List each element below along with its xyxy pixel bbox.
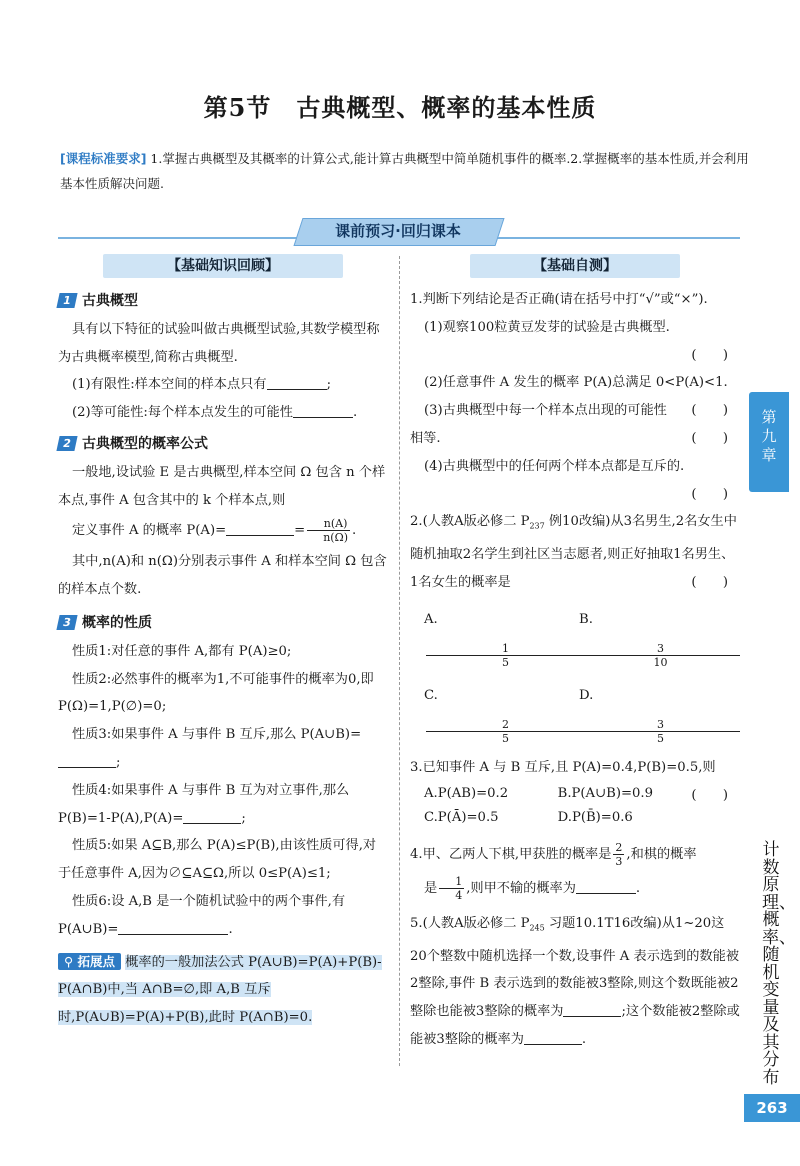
q1-stem: 1.判断下列结论是否正确(请在括号中打“√”或“×”). bbox=[410, 292, 708, 307]
section-3-label: 概率的性质 bbox=[82, 614, 152, 631]
probability-fraction: $\frac{n(A)}{n(\Omega)}$ bbox=[307, 517, 350, 544]
q2-options-row1 bbox=[424, 602, 740, 674]
q2-options-row2 bbox=[424, 678, 740, 750]
q4-line2: 是 $\frac{1}{4}$ ,则甲不输的概率为 . bbox=[424, 875, 641, 903]
answer-paren: ( ) bbox=[691, 403, 728, 419]
q1-d: (4)古典概型中的任何两个样本点都是互斥的. bbox=[424, 458, 685, 474]
answer-paren: ( ) bbox=[691, 574, 728, 590]
chapter-tab[interactable] bbox=[749, 392, 789, 492]
q5-stem: 5.(人教A版必修二 $P_{245}$ 习题10.1T16改编)从1~20这20个整数中随机选择一个数,设事件 A 表示选到的数能被2整除,事件 B 表示选到的数能被3整除,则这个数既能被2整除也能被3整除的概率为 ;这个数能被2整除或能被3整除的概率为 . bbox=[410, 916, 740, 1048]
q2-option-d: D. $\frac{3}{5}$ bbox=[579, 678, 734, 750]
section-1-title bbox=[58, 288, 388, 316]
q3-option-d: D.P(B̄)=0.6 bbox=[557, 810, 633, 826]
extension-text: P(A)+P(B)-P(A∩B)中,当 A∩B=∅,即 A,B 互斥时,P(A∪B)=P(A)+P(B),此时 P(A∩B)=0. bbox=[58, 954, 382, 1026]
q3-option-c: C.P(Ā)=0.5 bbox=[424, 810, 499, 826]
q2-option-b: B. $\frac{3}{10}$ bbox=[579, 602, 734, 674]
answer-paren: ( ) bbox=[691, 486, 728, 502]
section-3-title bbox=[58, 610, 388, 638]
extension-highlight: 概率的一般加法公式 P(A∪B)= bbox=[125, 954, 309, 970]
section-1-number: 1 bbox=[56, 293, 77, 308]
q2-option-c: C. $\frac{2}{5}$ bbox=[424, 678, 579, 750]
q1-b: (2)任意事件 A 发生的概率 P(A)总满足 0<P(A)<1. ( ) bbox=[410, 369, 740, 397]
property-2: 性质2:必然事件的概率为1,不可能事件的概率为0,即 P(Ω)=1,P(∅)=0; bbox=[58, 671, 374, 715]
chapter-title-vertical: 计数原理、概率、随机变量及其分布 bbox=[762, 840, 796, 1088]
page-number: 263 bbox=[744, 1094, 800, 1122]
requirement-text: 1.掌握古典概型及其概率的计算公式,能计算古典概型中简单随机事件的概率.2.掌握概率的基本性质,并会利用基本性质解决问题. bbox=[60, 151, 749, 191]
q3-stem: 3.已知事件 A 与 B 互斥,且 P(A)=0.4,P(B)=0.5,则 ( ) bbox=[410, 754, 740, 782]
answer-paren: ( ) bbox=[691, 347, 728, 363]
chapter-tab-label: 第九章 bbox=[761, 408, 777, 464]
section-1-label: 古典概型 bbox=[82, 293, 138, 309]
page-title: 第5节 古典概型、概率的基本性质 bbox=[203, 93, 597, 122]
property-6: 性质6:设 A,B 是一个随机试验中的两个事件,有 P(A∪B)= . bbox=[58, 893, 346, 937]
left-column bbox=[58, 254, 388, 1032]
q1-a: (1)观察100粒黄豆发芽的试验是古典概型. bbox=[424, 319, 670, 335]
section-3-number: 3 bbox=[56, 615, 77, 630]
s1-line3: (2)等可能性:每个样本点发生的可能性 . bbox=[72, 405, 358, 421]
property-4: 性质4:如果事件 A 与事件 B 互为对立事件,那么 P(B)=1-P(A),P(A)= ; bbox=[58, 782, 350, 826]
section-2-title bbox=[58, 431, 388, 459]
section-2-label: 古典概型的概率公式 bbox=[82, 435, 208, 452]
s1-line1: 具有以下特征的试验叫做古典概型试验,其数学模型称为古典概率模型,简称古典概型. bbox=[58, 321, 380, 365]
section-banner-text: 课前预习·回归课本 bbox=[335, 222, 461, 240]
self-test-heading: 【基础自测】 bbox=[470, 254, 680, 278]
answer-paren: ( ) bbox=[691, 430, 728, 446]
basic-knowledge-heading: 【基础知识回顾】 bbox=[103, 254, 343, 278]
requirement-tag: [课程标准要求] bbox=[60, 151, 147, 166]
q3-options-row1 bbox=[424, 782, 691, 806]
property-1: 性质1:对任意的事件 A,都有 P(A)≥0; bbox=[72, 643, 292, 659]
q3-option-b: B.P(A∪B)=0.9 bbox=[557, 786, 653, 802]
property-5: 性质5:如果 A⊆B,那么 P(A)≤P(B),由该性质可得,对于任意事件 A,因为∅⊆A⊆Ω,所以 0≤P(A)≤1; bbox=[58, 838, 377, 882]
section-2-number: 2 bbox=[56, 436, 77, 451]
s2-line1: 一般地,设试验 E 是古典概型,样本空间 Ω 包含 n 个样本点,事件 A 包含其中的 k 个样本点,则 bbox=[58, 464, 386, 508]
curriculum-requirement bbox=[60, 146, 750, 196]
q2-stem: 2.(人教A版必修二 $P_{237}$ 例10改编)从3名男生,2名女生中随机抽取2名学生到社区当志愿者,则正好抽取1名男生、1名女生的概率是 ( ) bbox=[410, 508, 740, 596]
q3-option-a: A.P(AB)=0.2 bbox=[424, 786, 509, 802]
q1-d-paren-row bbox=[410, 481, 740, 509]
q2-option-a: A. $\frac{1}{5}$ bbox=[424, 602, 579, 674]
q1-c: (3)古典概型中每一个样本点出现的可能性相等. ( ) bbox=[410, 397, 740, 453]
extension-tag: ⚲ 拓展点 bbox=[58, 953, 121, 970]
s1-line2: (1)有限性:样本空间的样本点只有 ; bbox=[72, 377, 332, 393]
column-divider bbox=[399, 256, 400, 1066]
s2-line2: 定义事件 A 的概率 P(A)= = $\frac{n(A)}{n(\Omega)}$ . bbox=[72, 517, 357, 545]
right-column bbox=[410, 254, 740, 1054]
property-3: 性质3:如果事件 A 与事件 B 互斥,那么 P(A∪B)=; bbox=[58, 721, 388, 777]
answer-paren: ( ) bbox=[691, 788, 728, 804]
q4-line1: 4.甲、乙两人下棋,甲获胜的概率是 $\frac{2}{3}$ ,和棋的概率 bbox=[410, 841, 697, 869]
s2-line3: 其中,n(A)和 n(Ω)分别表示事件 A 和样本空间 Ω 包含的样本点个数. bbox=[58, 554, 387, 598]
extension-point bbox=[58, 948, 388, 1032]
q1-a-paren-row bbox=[410, 342, 740, 370]
q3-options-row2 bbox=[424, 806, 691, 830]
